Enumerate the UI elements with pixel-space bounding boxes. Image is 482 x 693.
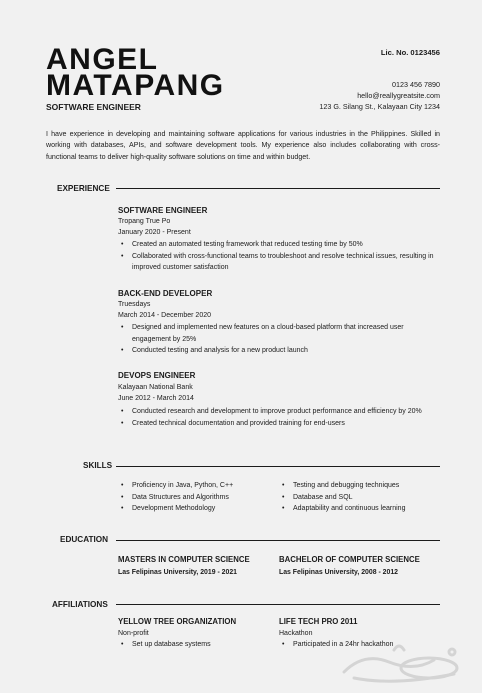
list-item: • Created technical documentation and provided training for end-users (118, 418, 440, 430)
section-divider (116, 604, 440, 605)
company: Truesdays (118, 301, 151, 308)
job-dates: June 2012 - March 2014 (118, 395, 194, 402)
affiliation-name: LIFE TECH PRO 2011 (279, 617, 358, 626)
section-divider (116, 188, 440, 189)
first-name: ANGEL (46, 43, 159, 76)
affiliation-name: YELLOW TREE ORGANIZATION (118, 617, 237, 626)
list-item: • Data Structures and Algorithms (118, 492, 278, 504)
company: Tropang True Po (118, 218, 171, 225)
job-title: SOFTWARE ENGINEER (118, 206, 208, 215)
watermark-logo (334, 632, 474, 688)
degree-detail: Las Felipinas University, 2019 - 2021 (118, 569, 237, 576)
address: 123 G. Silang St., Kalayaan City 1234 (319, 102, 440, 111)
degree-title: MASTERS IN COMPUTER SCIENCE (118, 555, 250, 564)
list-item: • Created an automated testing framework that reduced testing time by 50% (118, 239, 440, 251)
skills-list-left (118, 480, 278, 515)
section-label-experience: EXPERIENCE (57, 184, 110, 193)
job-title: BACK-END DEVELOPER (118, 289, 213, 298)
list-item: • Adaptability and continuous learning (279, 503, 444, 515)
affiliation-type: Hackathon (279, 630, 313, 637)
list-item: • Collaborated with cross-functional teams to troubleshoot and resolve technical issues, resulting in improved customer satisfaction (118, 251, 440, 274)
email: hello@reallygreatsite.com (357, 91, 440, 100)
list-item: • Designed and implemented new features on a cloud-based platform that increased user engagement by 25% (118, 322, 440, 345)
job-dates: January 2020 - Present (118, 229, 191, 236)
degree-detail: Las Felipinas University, 2008 - 2012 (279, 569, 398, 576)
list-item: • Database and SQL (279, 492, 444, 504)
section-label-education: EDUCATION (60, 535, 109, 544)
phone: 0123 456 7890 (392, 80, 440, 89)
section-divider (116, 540, 440, 541)
list-item: • Set up database systems (118, 639, 278, 651)
section-label-affiliations: AFFILIATIONS (52, 600, 108, 609)
list-item: • Testing and debugging techniques (279, 480, 444, 492)
list-item: • Conducted testing and analysis for a new product launch (118, 345, 440, 357)
company: Kalayaan National Bank (118, 384, 193, 391)
list-item: • Proficiency in Java, Python, C++ (118, 480, 278, 492)
list-item: • Development Methodology (118, 503, 278, 515)
license-number: Lic. No. 0123456 (380, 48, 440, 57)
skills-list-right (279, 480, 444, 515)
section-divider (116, 466, 440, 467)
job-dates: March 2014 - December 2020 (118, 312, 211, 319)
job-bullets (118, 322, 440, 357)
summary-paragraph: I have experience in developing and maintaining software applications for various industries in the Philippines. Skilled in working with databases, APIs, and software development tools. My experience also includes collaborating with cross-functional teams to deliver high-quality software solutions on time and within budget. (46, 130, 440, 161)
job-role: SOFTWARE ENGINEER (46, 102, 141, 112)
list-item: • Participated in a 24hr hackathon (279, 639, 444, 651)
degree-title: BACHELOR OF COMPUTER SCIENCE (279, 555, 420, 564)
job-bullets (118, 239, 440, 274)
job-title: DEVOPS ENGINEER (118, 371, 196, 380)
last-name: MATAPANG (46, 69, 225, 102)
affiliation-bullets (118, 639, 278, 651)
section-label-skills: SKILLS (83, 461, 113, 470)
list-item: • Conducted research and development to improve product performance and efficiency by 20% (118, 406, 440, 418)
job-bullets (118, 406, 440, 429)
affiliation-type: Non-profit (118, 630, 149, 637)
